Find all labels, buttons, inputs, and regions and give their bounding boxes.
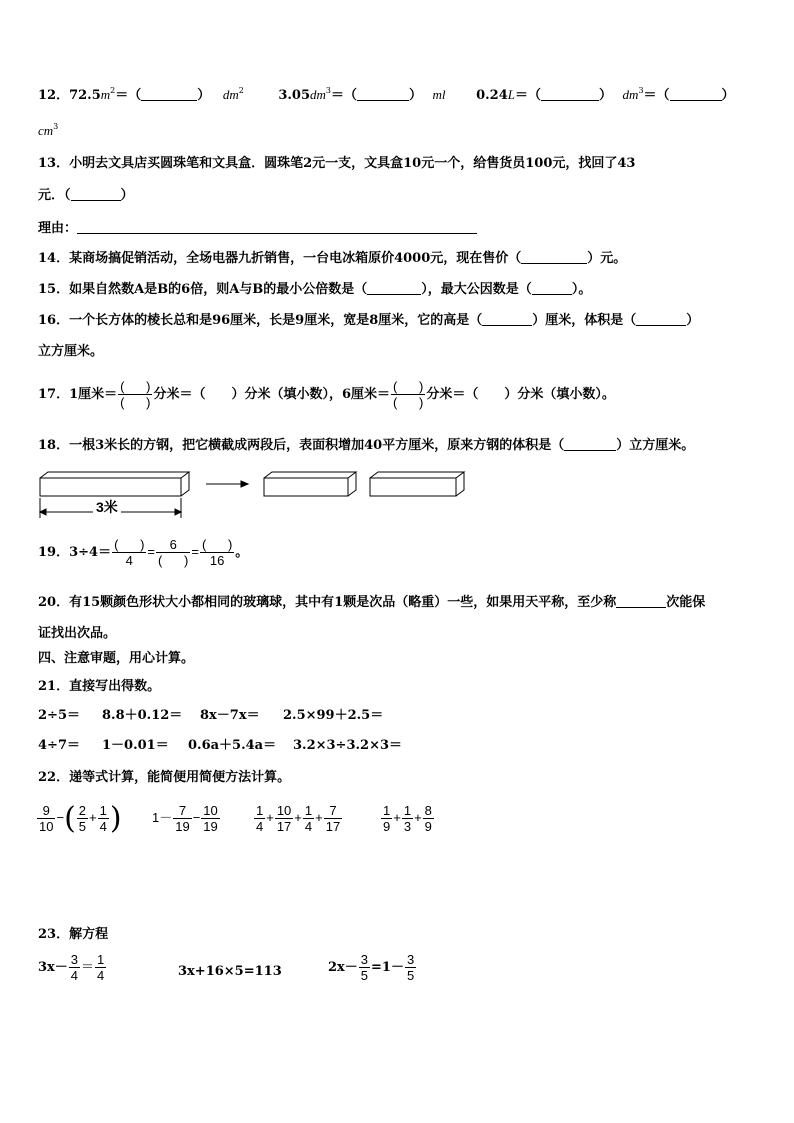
fraction-blank[interactable]: $\frac{( )}{( )}$ xyxy=(393,379,424,410)
question-22: 22．递等式计算，能简便用简便方法计算。 xyxy=(38,770,291,785)
reason-blank[interactable] xyxy=(77,221,477,234)
question-16: 16．一个长方体的棱长总和是96厘米，长是9厘米，宽是8厘米，它的高是（ ）厘米，体积是（ ） xyxy=(38,313,700,328)
q20-continued: 证找出次品。 xyxy=(38,626,117,641)
q23-equation-1: 3x－ $\frac{3}{4}$ ＝ $\frac{1}{4}$ xyxy=(38,952,105,983)
question-18: 18．一根3米长的方钢，把它横截成两段后，表面积增加40平方厘米，原来方钢的体积是（ ）立方厘米。 xyxy=(38,438,695,453)
answer-blank[interactable] xyxy=(564,438,616,451)
question-19: 19．3÷4＝ $\frac{( )}{4}$ = $\frac{6}{( )}$ = $\frac{( )}{16}$ 。 xyxy=(38,537,249,568)
question-12: 12．$72.5m^2=$（ ） $dm^2$ $3.05dm^3=$（ ） ml 0.24L＝（ ） $dm^3=$（ ） xyxy=(38,86,735,103)
question-17: 17．1厘米＝ $\frac{( )}{( )}$ 分米＝（ ）分米（填小数），6厘米＝ $\frac{( )}{( )}$ 分米＝（ ）分米（填小数）。 xyxy=(38,379,615,410)
fraction-blank[interactable]: $\frac{( )}{4}$ xyxy=(114,537,145,568)
question-14: 14．某商场搞促销活动，全场电器九折销售，一台电冰箱原价4000元，现在售价（ ）元。 xyxy=(38,251,627,266)
answer-blank[interactable] xyxy=(71,188,121,201)
section-heading: 四、注意审题，用心计算。 xyxy=(38,651,195,666)
q22-expression-1: $\frac{9}{10}$ −( $\frac{2}{5}$ + $\frac{1}{4}$ ) xyxy=(39,800,122,836)
q23-equation-2: 3x+16×5=113 xyxy=(178,964,282,979)
bar-length-label: 3米 xyxy=(93,497,121,517)
answer-blank[interactable] xyxy=(357,88,409,101)
answer-blank[interactable] xyxy=(616,595,666,608)
q16-unit: 立方厘米。 xyxy=(38,344,104,359)
question-13: 13．小明去文具店买圆珠笔和文具盒．圆珠笔2元一支，文具盒10元一个，给售货员100元，找回了43 xyxy=(38,156,636,171)
answer-blank[interactable] xyxy=(482,313,532,326)
answer-blank[interactable] xyxy=(532,282,572,295)
q23-equation-3: 2x－ $\frac{3}{5}$ =1－ $\frac{3}{5}$ xyxy=(328,952,415,983)
question-20: 20．有15颗颜色形状大小都相同的玻璃球，其中有1颗是次品（略重）一些，如果用天平称，至少称 次能保 xyxy=(38,595,706,610)
q13-answer: 元．（ ） xyxy=(38,188,134,203)
answer-blank[interactable] xyxy=(367,282,421,295)
answer-blank[interactable] xyxy=(541,88,599,101)
answer-blank[interactable] xyxy=(141,88,197,101)
question-15: 15．如果自然数A是B的6倍，则A与B的最小公倍数是（ ），最大公因数是（ ）。 xyxy=(38,282,592,297)
answer-blank[interactable] xyxy=(670,88,722,101)
fraction-blank[interactable]: $\frac{( )}{16}$ xyxy=(201,537,233,568)
answer-blank[interactable] xyxy=(636,313,686,326)
q13-reason: 理由： xyxy=(38,220,477,238)
q12-unit-line: $cm^3$ xyxy=(38,122,59,138)
fraction-blank[interactable]: $\frac{( )}{( )}$ xyxy=(120,379,151,410)
fraction-blank[interactable]: $\frac{6}{( )}$ xyxy=(158,537,189,568)
q22-expression-3: $\frac{1}{4}$ + $\frac{10}{17}$ + $\frac{1}{4}$ + $\frac{7}{17}$ xyxy=(256,803,341,834)
question-23: 23．解方程 xyxy=(38,927,109,942)
answer-blank[interactable] xyxy=(521,251,587,264)
q22-expression-2: 1－ $\frac{7}{19}$ − $\frac{10}{19}$ xyxy=(152,803,218,834)
q22-expression-4: $\frac{1}{9}$ + $\frac{1}{3}$ + $\frac{8}{9}$ xyxy=(383,803,432,834)
q12-number: 12． xyxy=(38,88,70,103)
question-21: 21．直接写出得数。 xyxy=(38,679,161,694)
